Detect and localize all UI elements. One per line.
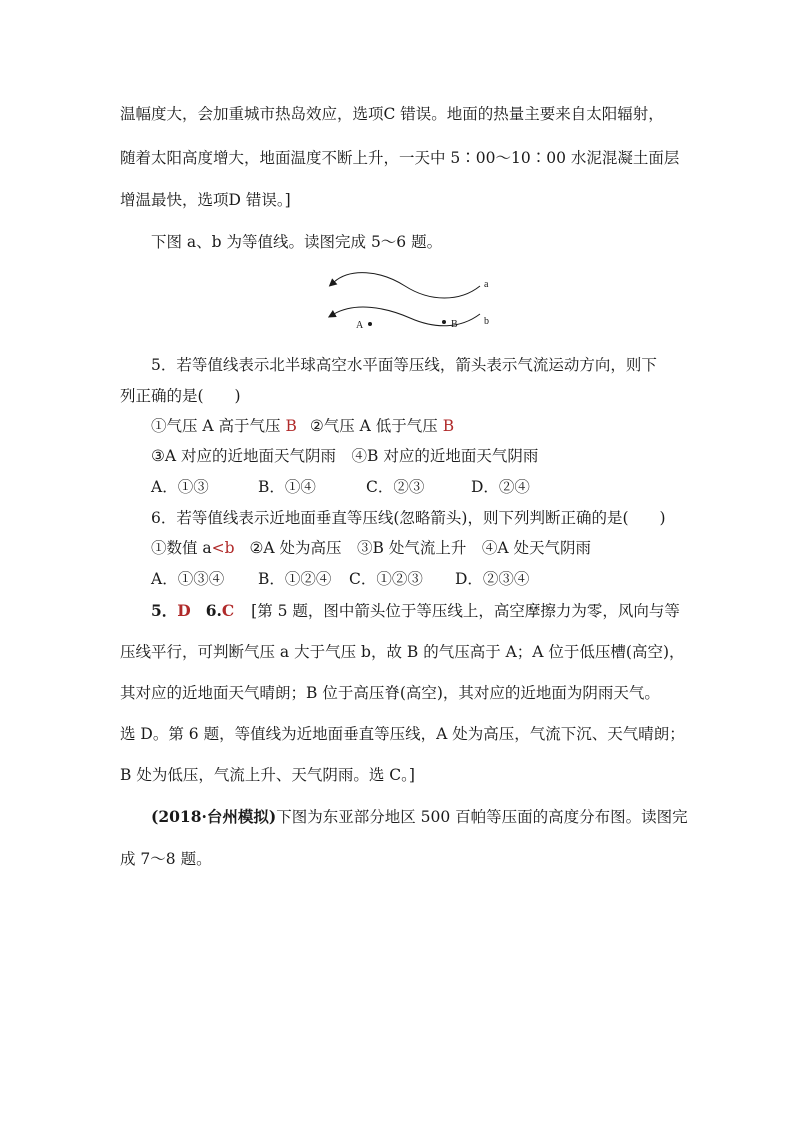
q5-choice-c: C．②③ [366,478,425,496]
q5-choice-a: A．①③ [151,478,209,496]
q5-options-line-1 [151,414,794,436]
label-a: a [484,279,489,290]
q5-stem-line-2: 列正确的是( ) [120,387,241,405]
answer-6: C [221,601,235,620]
q5-option-1: ①气压 A 高于气压 [151,417,286,435]
answer-line-1-text: [第 5 题，图中箭头位于等压线上，高空摩擦力为零，风向与等 [251,602,680,620]
para-line-2: 随着太阳高度增大，地面温度不断上升，一天中 5∶00～10∶00 水泥混凝土面层 [120,149,680,167]
q6-option-1: ①数值 a [151,539,212,557]
q5-choice-b: B．①④ [258,478,316,496]
q5-option-1-red: B [285,417,297,435]
next-source: (2018·台州模拟) [151,807,277,826]
q6-options-rest: ②A 处为高压 ③B 处气流上升 ④A 处天气阴雨 [249,539,591,557]
q5-options-line-2: ③A 对应的近地面天气阴雨 ④B 对应的近地面天气阴雨 [151,447,539,465]
answer-line-3: 其对应的近地面天气晴朗；B 位于高压脊(高空)，其对应的近地面为阴雨天气。 [120,684,660,702]
q5-option-2: ②气压 A 低于气压 [309,417,443,435]
para-line-3: 增温最快，选项D 错误。] [120,191,291,209]
answer-5: D [177,601,191,620]
answer-line-2: 压线平行，可判断气压 a 大于气压 b，故 B 的气压高于 A；A 位于低压槽(高空)， [120,643,685,661]
answer-num-6: 6. [205,601,222,620]
answer-line-4: 选 D。第 6 题，等值线为近地面垂直等压线，A 处为高压，气流下沉、天气晴朗； [120,725,685,743]
q6-choice-d: D．②③④ [455,570,530,588]
answer-line-5: B 处为低压，气流上升、天气阴雨。选 C。] [120,766,415,784]
answer-line-1 [151,599,794,621]
label-A: A [356,320,364,331]
point-A [368,322,372,326]
isoline-diagram [320,262,500,337]
next-intro-text: 下图为东亚部分地区 500 百帕等压面的高度分布图。读图完 [276,808,688,826]
figure-intro: 下图 a、b 为等值线。读图完成 5～6 题。 [151,233,443,251]
q6-choice-c: C．①②③ [349,570,423,588]
q6-choice-a: A．①③④ [151,570,225,588]
label-b: b [484,316,489,327]
point-B [442,320,446,324]
label-B: B [451,319,458,330]
para-line-1: 温幅度大，会加重城市热岛效应，选项C 错误。地面的热量主要来自太阳辐射， [120,105,664,123]
q6-choice-b: B．①②④ [258,570,332,588]
q6-option-1-red: <b [211,539,235,557]
q6-options [151,536,794,558]
q6-stem: 6．若等值线表示近地面垂直等压线(忽略箭头)，则下列判断正确的是( ) [151,509,666,527]
next-intro-line-2: 成 7～8 题。 [120,850,212,868]
answer-num-5: 5． [151,601,178,620]
q5-choice-d: D．②④ [471,478,530,496]
q5-option-2-red: B [442,417,455,435]
q5-stem-line-1: 5．若等值线表示北半球高空水平面等压线，箭头表示气流运动方向，则下 [151,356,657,374]
isoline-a [334,273,480,298]
next-intro-line-1 [151,805,794,827]
